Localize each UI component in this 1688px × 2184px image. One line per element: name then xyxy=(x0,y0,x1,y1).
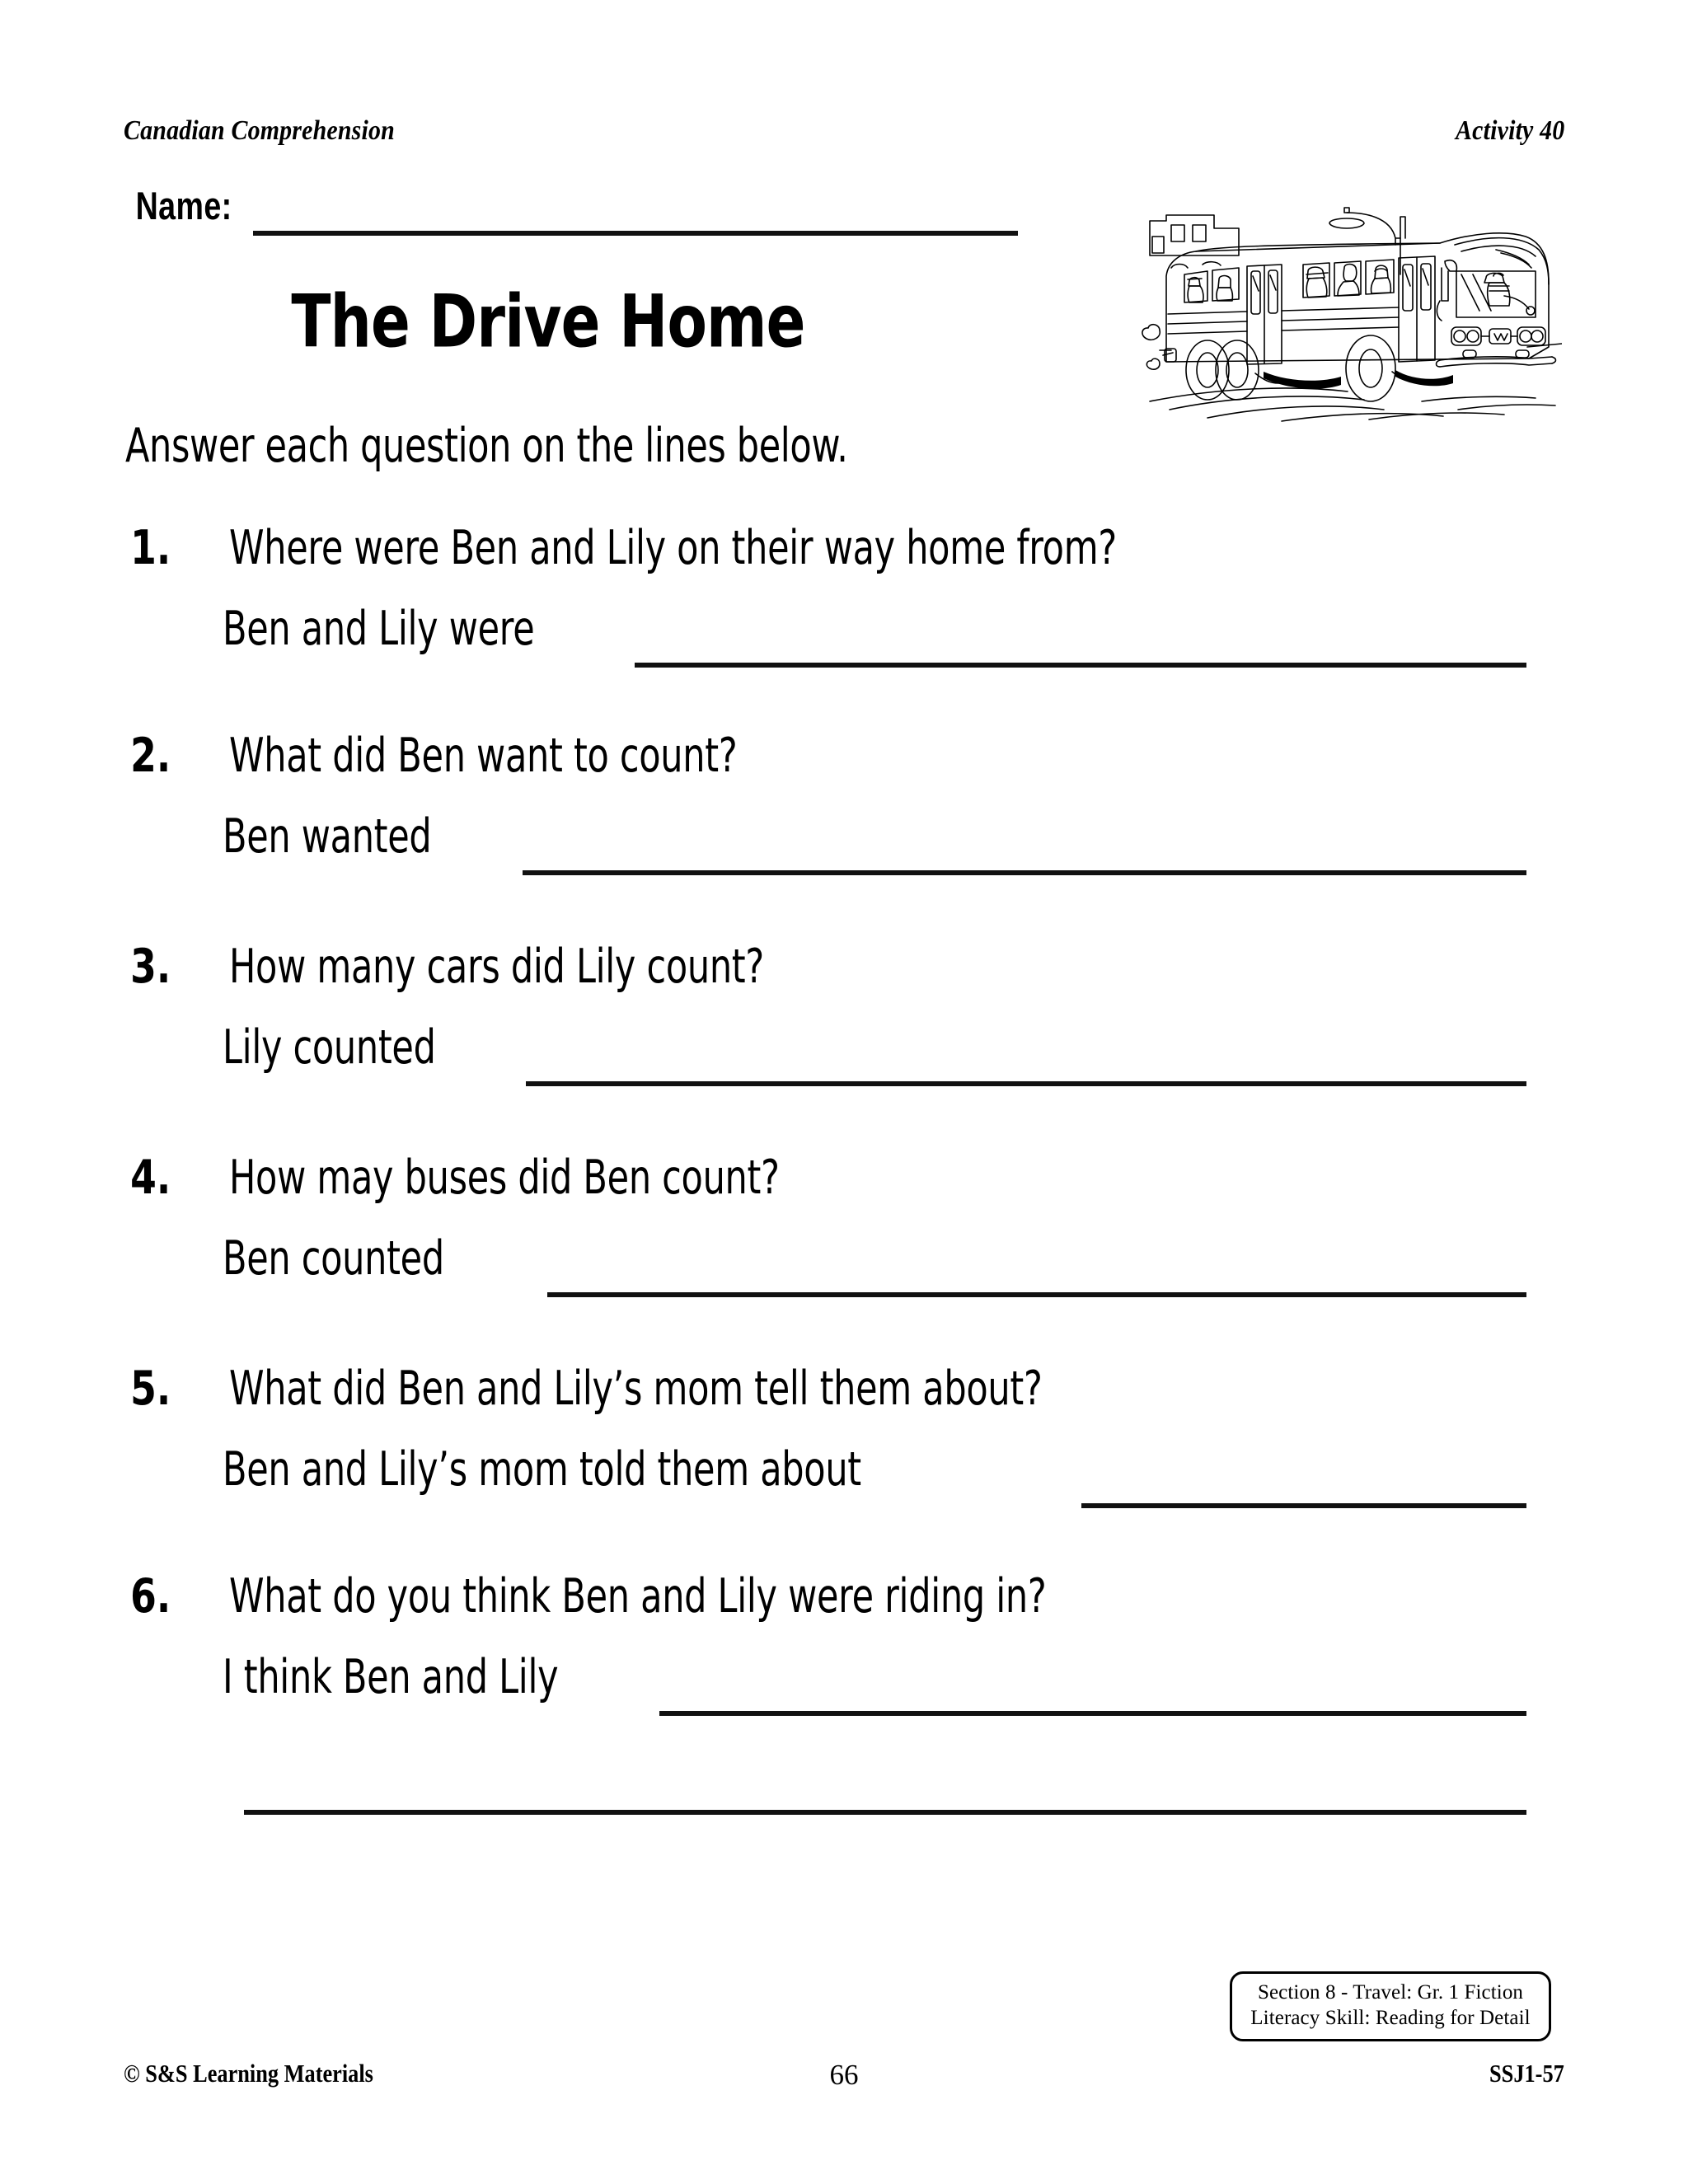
name-label: Name: xyxy=(135,184,232,227)
question-number-1: 1. xyxy=(130,521,171,575)
question-text-3: How many cars did Lily count? xyxy=(229,940,764,994)
instruction-text: Answer each question on the lines below. xyxy=(125,419,848,473)
question-number-3: 3. xyxy=(130,940,171,994)
page-title: The Drive Home xyxy=(291,279,805,365)
question-number-6: 6. xyxy=(130,1569,171,1624)
answer-line-6[interactable] xyxy=(659,1711,1526,1716)
city-bus-illustration xyxy=(1117,185,1562,424)
answer-line-6-continuation[interactable] xyxy=(244,1810,1526,1815)
running-header xyxy=(124,115,1564,147)
question-number-2: 2. xyxy=(130,729,171,783)
section-tag-line-1: Section 8 - Travel: Gr. 1 Fiction xyxy=(1257,1981,1524,2004)
question-text-4: How may buses did Ben count? xyxy=(229,1151,780,1205)
answer-prefix-4: Ben counted xyxy=(223,1231,444,1286)
footer-product-code: SSJ1-57 xyxy=(1489,2059,1564,2088)
answer-prefix-5: Ben and Lily’s mom told them about xyxy=(223,1442,861,1497)
answer-line-2[interactable] xyxy=(523,870,1526,875)
footer-page-number: 66 xyxy=(829,2059,859,2091)
section-tag-box xyxy=(1230,1971,1551,2041)
answer-prefix-3: Lily counted xyxy=(223,1020,436,1075)
name-input-line[interactable] xyxy=(253,231,1018,236)
footer-copyright: © S&S Learning Materials xyxy=(124,2059,373,2088)
header-series-title: Canadian Comprehension xyxy=(124,115,395,146)
answer-prefix-6: I think Ben and Lily xyxy=(223,1650,559,1704)
question-number-5: 5. xyxy=(130,1361,171,1416)
question-text-2: What did Ben want to count? xyxy=(229,729,738,783)
question-number-4: 4. xyxy=(130,1151,171,1205)
answer-line-5[interactable] xyxy=(1081,1503,1526,1508)
question-text-6: What do you think Ben and Lily were riding in? xyxy=(229,1569,1047,1624)
answer-line-1[interactable] xyxy=(635,663,1526,668)
name-field-row xyxy=(124,183,244,228)
answer-prefix-2: Ben wanted xyxy=(223,809,432,864)
answer-line-4[interactable] xyxy=(547,1292,1526,1297)
answer-line-3[interactable] xyxy=(526,1081,1526,1086)
section-tag-line-2: Literacy Skill: Reading for Detail xyxy=(1250,2006,1531,2029)
question-text-5: What did Ben and Lily’s mom tell them about? xyxy=(229,1361,1043,1416)
question-text-1: Where were Ben and Lily on their way home from? xyxy=(229,521,1117,575)
header-activity-number: Activity 40 xyxy=(1455,115,1564,146)
page-footer xyxy=(124,2059,1564,2091)
answer-prefix-1: Ben and Lily were xyxy=(223,602,535,656)
